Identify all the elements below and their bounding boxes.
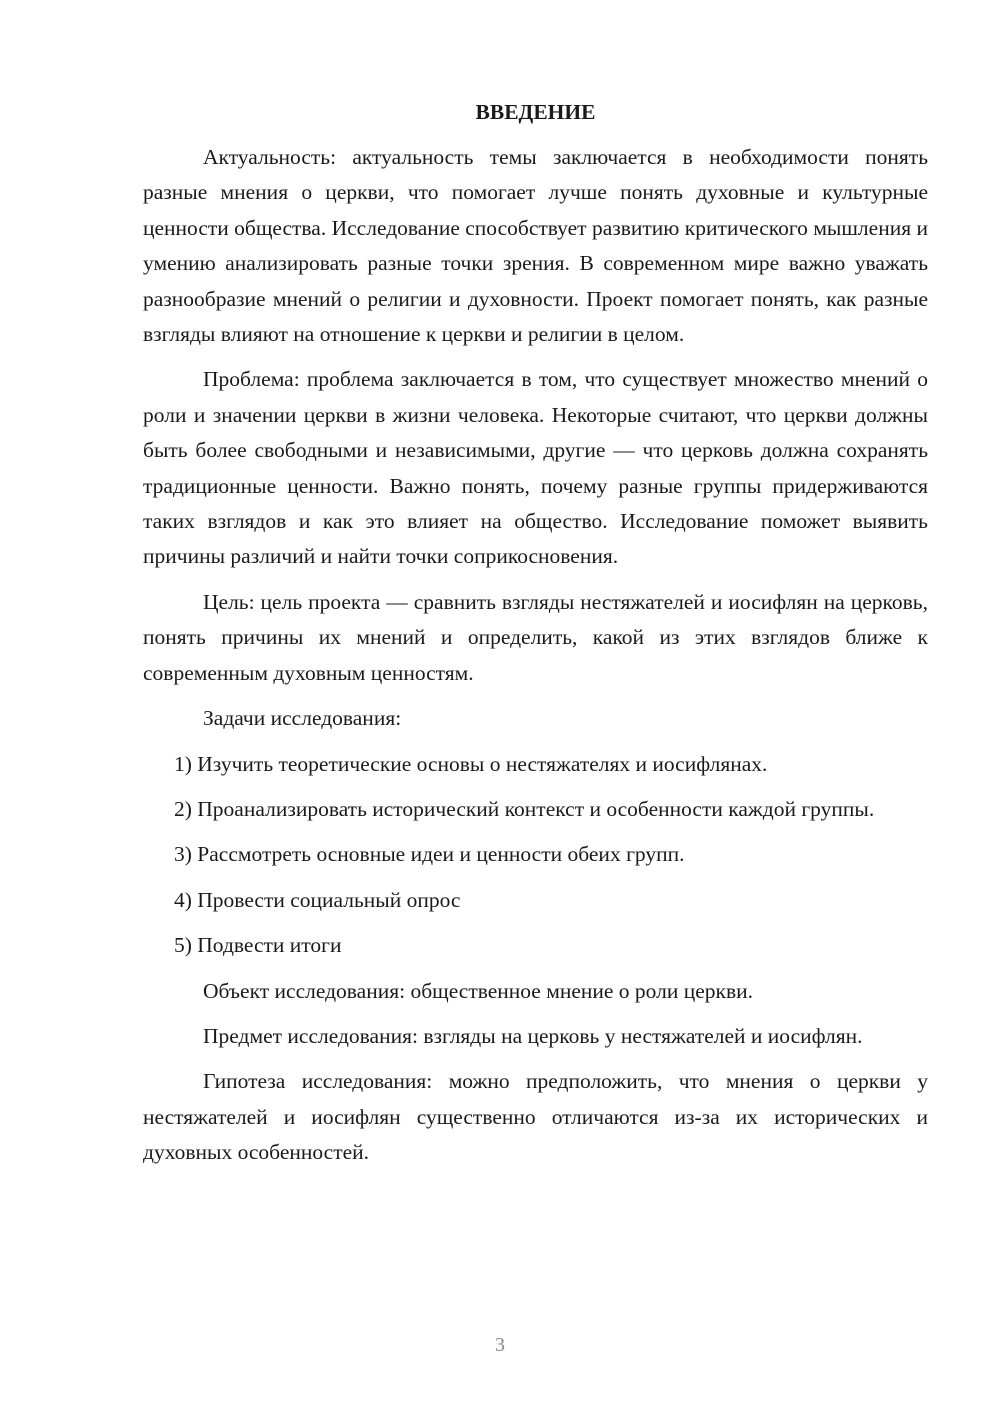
problem-paragraph: Проблема: проблема заключается в том, что существует множество мнений о роли и значении церкви в жизни человека. Некоторые считают, что церкви должны быть более свободными и независимыми, другие — что церковь должна сохранять традиционные ценности. Важно понять, почему разные группы придерживаются таких взглядов и как это влияет на общество. Исследование поможет выявить причины различий и найти точки соприкосновения.: [143, 367, 928, 569]
hypothesis-paragraph: Гипотеза исследования: можно предположить, что мнения о церкви у нестяжателей и иосифлян существенно отличаются из-за их исторических и духовных особенностей.: [143, 1069, 928, 1165]
task-item-4: 4) Провести социальный опрос: [174, 887, 461, 912]
tasks-heading: Задачи исследования:: [203, 706, 402, 731]
subject-paragraph: Предмет исследования: взгляды на церковь у нестяжателей и иосифлян.: [203, 1023, 863, 1048]
section-title: ВВЕДЕНИЕ: [475, 100, 596, 124]
object-paragraph: Объект исследования: общественное мнение о роли церкви.: [203, 978, 754, 1003]
document-page: [143, 96, 928, 1181]
page-number: 3: [495, 1334, 505, 1356]
task-item-2: 2) Проанализировать исторический контекст и особенности каждой группы.: [174, 796, 875, 821]
goal-paragraph: Цель: цель проекта — сравнить взгляды нестяжателей и иосифлян на церковь, понять причины их мнений и определить, какой из этих взглядов ближе к современным духовным ценностям.: [143, 589, 928, 685]
task-item-5: 5) Подвести итоги: [174, 933, 342, 958]
task-item-3: 3) Рассмотреть основные идеи и ценности обеих групп.: [174, 842, 685, 867]
task-item-1: 1) Изучить теоретические основы о нестяжателях и иосифлянах.: [174, 751, 768, 776]
relevance-paragraph: Актуальность: актуальность темы заключается в необходимости понять разные мнения о церкви, что помогает лучше понять духовные и культурные ценности общества. Исследование способствует развитию критического мышления и умению анализировать разные точки зрения. В современном мире важно уважать разнообразие мнений о религии и духовности. Проект помогает понять, как разные взгляды влияют на отношение к церкви и религии в целом.: [143, 145, 928, 347]
